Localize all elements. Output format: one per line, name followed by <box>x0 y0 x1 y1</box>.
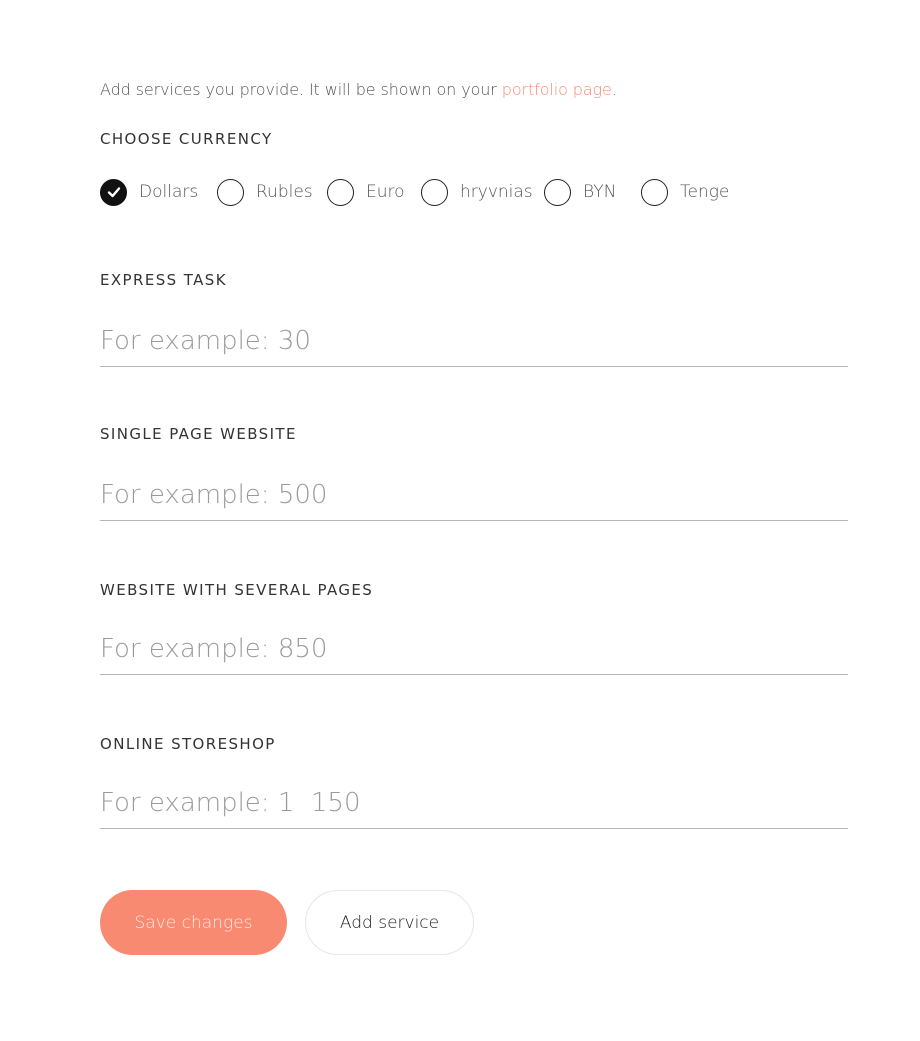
radio-circle-icon[interactable] <box>421 179 448 206</box>
radio-circle-icon[interactable] <box>641 179 668 206</box>
currency-radio-group <box>100 176 820 208</box>
multi-page-website-field <box>100 627 848 675</box>
radio-tenge[interactable] <box>641 176 729 208</box>
radio-circle-icon[interactable] <box>544 179 571 206</box>
radio-hryvnias[interactable] <box>421 176 533 208</box>
portfolio-page-link[interactable]: portfolio page <box>501 80 612 99</box>
multi-page-website-label: WEBSITE WITH SEVERAL PAGES <box>100 581 374 599</box>
radio-label: Tenge <box>680 182 730 202</box>
radio-byn[interactable] <box>544 176 616 208</box>
save-changes-button[interactable]: Save changes <box>100 890 287 955</box>
radio-euro[interactable] <box>327 176 405 208</box>
intro-text-after: . <box>611 80 617 99</box>
online-storeshop-field <box>100 781 848 829</box>
radio-label: hryvnias <box>460 182 533 202</box>
radio-label: BYN <box>583 182 617 202</box>
single-page-website-input[interactable] <box>100 473 848 517</box>
currency-label: CHOOSE CURRENCY <box>100 130 273 148</box>
add-service-button[interactable]: Add service <box>305 890 474 955</box>
radio-circle-icon[interactable] <box>217 179 244 206</box>
express-task-field <box>100 319 848 367</box>
single-page-website-field <box>100 473 848 521</box>
express-task-input[interactable] <box>100 319 848 363</box>
intro-text <box>100 80 617 99</box>
radio-dollars[interactable] <box>100 176 198 208</box>
intro-text-before: Add services you provide. It will be shown on your <box>100 80 502 99</box>
radio-label: Rubles <box>256 182 313 202</box>
multi-page-website-input[interactable] <box>100 627 848 671</box>
radio-circle-icon[interactable] <box>327 179 354 206</box>
radio-rubles[interactable] <box>217 176 313 208</box>
radio-label: Euro <box>366 182 405 202</box>
checkmark-icon[interactable] <box>100 179 127 206</box>
radio-label: Dollars <box>139 182 199 202</box>
online-storeshop-input[interactable] <box>100 781 848 825</box>
single-page-website-label: SINGLE PAGE WEBSITE <box>100 425 297 443</box>
express-task-label: EXPRESS TASK <box>100 271 227 289</box>
online-storeshop-label: ONLINE STORESHOP <box>100 735 276 753</box>
